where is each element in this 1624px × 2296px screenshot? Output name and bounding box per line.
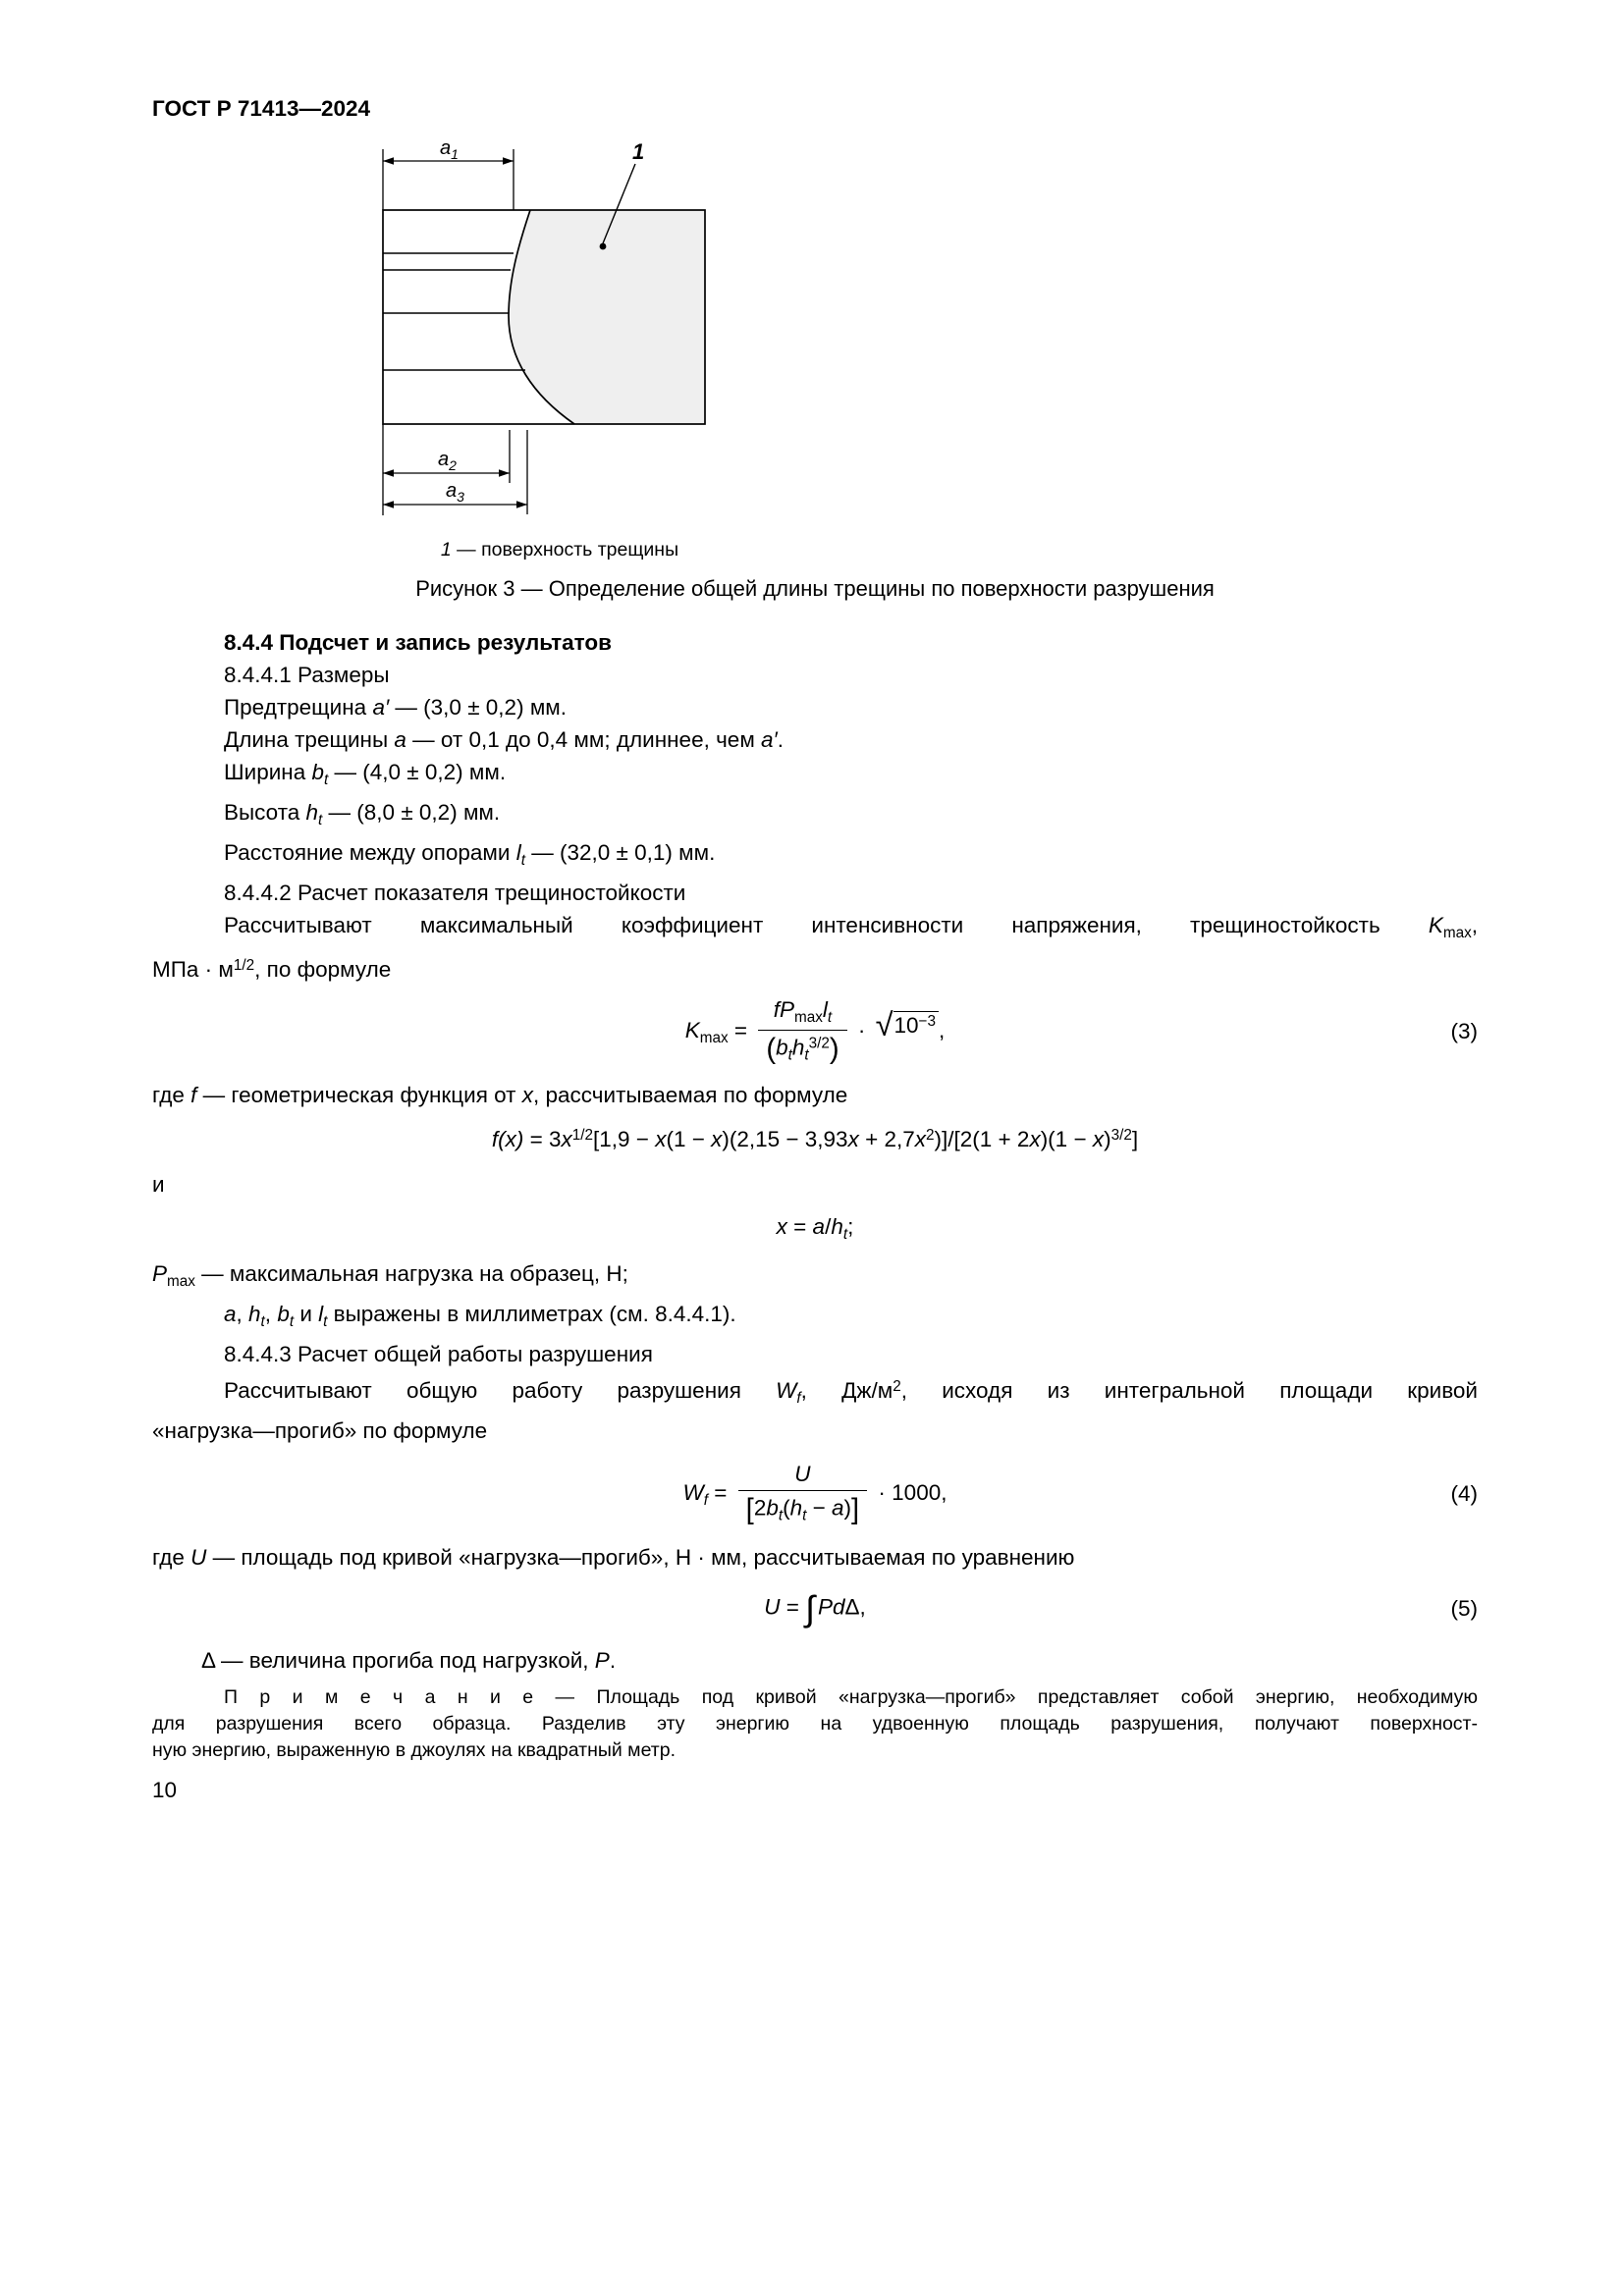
heading-8-4-4-3: 8.4.4.3 Расчет общей работы разрушения: [224, 1342, 653, 1367]
note-line-2: для разрушения всего образца. Разделив эту энергию на удвоенную площадь разрушения, получают поверхност-: [152, 1712, 1478, 1735]
para-and: и: [152, 1172, 165, 1198]
arrow-a2-left: [383, 469, 394, 477]
para-height: Высота $h_t$ — (8,0 ± 0,2) мм.: [224, 799, 501, 828]
formula-5-number: (5): [1450, 1595, 1478, 1621]
para-span: Расстояние между опорами $l_t$ — (32,0 ± 0,1) мм.: [224, 839, 716, 869]
para-kmax-intro-1: Рассчитывают максимальный коэффициент интенсивности напряжения, трещиностойкость $K_{max}$,: [224, 912, 1478, 941]
page-content: [152, 94, 1478, 1803]
para-work-intro-2: «нагрузка—прогиб» по формуле: [152, 1417, 488, 1443]
figure-3: [152, 137, 1478, 534]
arrow-a1-left: [383, 157, 394, 165]
para-delta: Δ — величина прогиба под нагрузкой, P.: [201, 1647, 617, 1673]
note-line-1: П р и м е ч а н и е — Площадь под кривой «нагрузка—прогиб» представляет собой энергию, необходимую: [224, 1685, 1478, 1708]
dim-a1-label: $a_1$: [440, 137, 459, 162]
formula-3-row: [152, 985, 1478, 1079]
heading-8-4-4: 8.4.4 Подсчет и запись результатов: [224, 630, 612, 655]
formula-4-row: [152, 1447, 1478, 1541]
para-kmax-intro-2: МПа · $м^{1/2}$, по формуле: [152, 956, 392, 982]
arrow-a2-right: [499, 469, 510, 477]
formula-5: U = ∫ PdΔ,: [764, 1587, 866, 1629]
callout-dot: [600, 243, 607, 250]
figure-legend: 1 — поверхность трещины: [440, 539, 679, 561]
formula-fx-row: [152, 1111, 1478, 1168]
running-header: ГОСТ Р 71413—2024: [152, 96, 371, 121]
note-line-3: ную энергию, выраженную в джоулях на квадратный метр.: [152, 1738, 676, 1761]
formula-5-row: [152, 1574, 1478, 1644]
formula-4: $W_f$ = $\frac{U}{[2b_t(h_t - a)]}$ · 1000,: [682, 1461, 947, 1525]
figure-caption: Рисунок 3 — Определение общей длины трещины по поверхности разрушения: [415, 576, 1215, 601]
para-crack-length: Длина трещины a — от 0,1 до 0,4 мм; длиннее, чем a′.: [224, 727, 785, 752]
dim-a2-label: $a_2$: [438, 449, 457, 473]
formula-x: $x = a/h_t$;: [776, 1214, 854, 1244]
heading-8-4-4-1: 8.4.4.1 Размеры: [224, 663, 390, 687]
arrow-a1-right: [503, 157, 514, 165]
callout-label: 1: [632, 139, 645, 164]
para-where-u: где U — площадь под кривой «нагрузка—прогиб», Н · мм, рассчитываемая по уравнению: [152, 1544, 1075, 1570]
figure-3-drawing: [363, 137, 756, 534]
para-work-intro-1: Рассчитывают общую работу разрушения $W_f$, $Дж/м^2$, исходя из интегральной площади кривой: [224, 1378, 1478, 1407]
para-where-f: где f — геометрическая функция от x, рассчитываемая по формуле: [152, 1083, 848, 1108]
formula-fx: $f(x) = 3x^{1/2}[1,9 - x(1 - x)(2,15 - 3,93x + 2,7x^2)]/[2(1 + 2x)(1 - x)^{3/2}]$: [491, 1127, 1139, 1152]
note-block: [152, 1684, 1478, 1764]
para-precrack: Предтрещина a′ — (3,0 ± 0,2) мм.: [224, 695, 568, 720]
para-pmax: $P_{max}$ — максимальная нагрузка на образец, Н;: [152, 1261, 628, 1291]
formula-3-number: (3): [1450, 1019, 1478, 1044]
arrow-a3-left: [383, 501, 394, 508]
para-dims: a, $h_t$, $b_t$ и $l_t$ выражены в миллиметрах (см. 8.4.4.1).: [224, 1302, 736, 1331]
para-width: Ширина $b_t$ — (4,0 ± 0,2) мм.: [224, 760, 507, 788]
formula-3: $K_{max}$ = $\frac{fP_{max}l_t}{(b_th_t^{3/2})}$ · √ $10^{-3}$ ,: [684, 997, 946, 1066]
page-number: 10: [152, 1777, 178, 1802]
dim-a3-label: $a_3$: [446, 480, 464, 505]
heading-8-4-4-2: 8.4.4.2 Расчет показателя трещиностойкости: [224, 880, 686, 905]
formula-4-number: (4): [1450, 1480, 1478, 1506]
arrow-a3-right: [516, 501, 527, 508]
formula-x-row: [152, 1201, 1478, 1257]
